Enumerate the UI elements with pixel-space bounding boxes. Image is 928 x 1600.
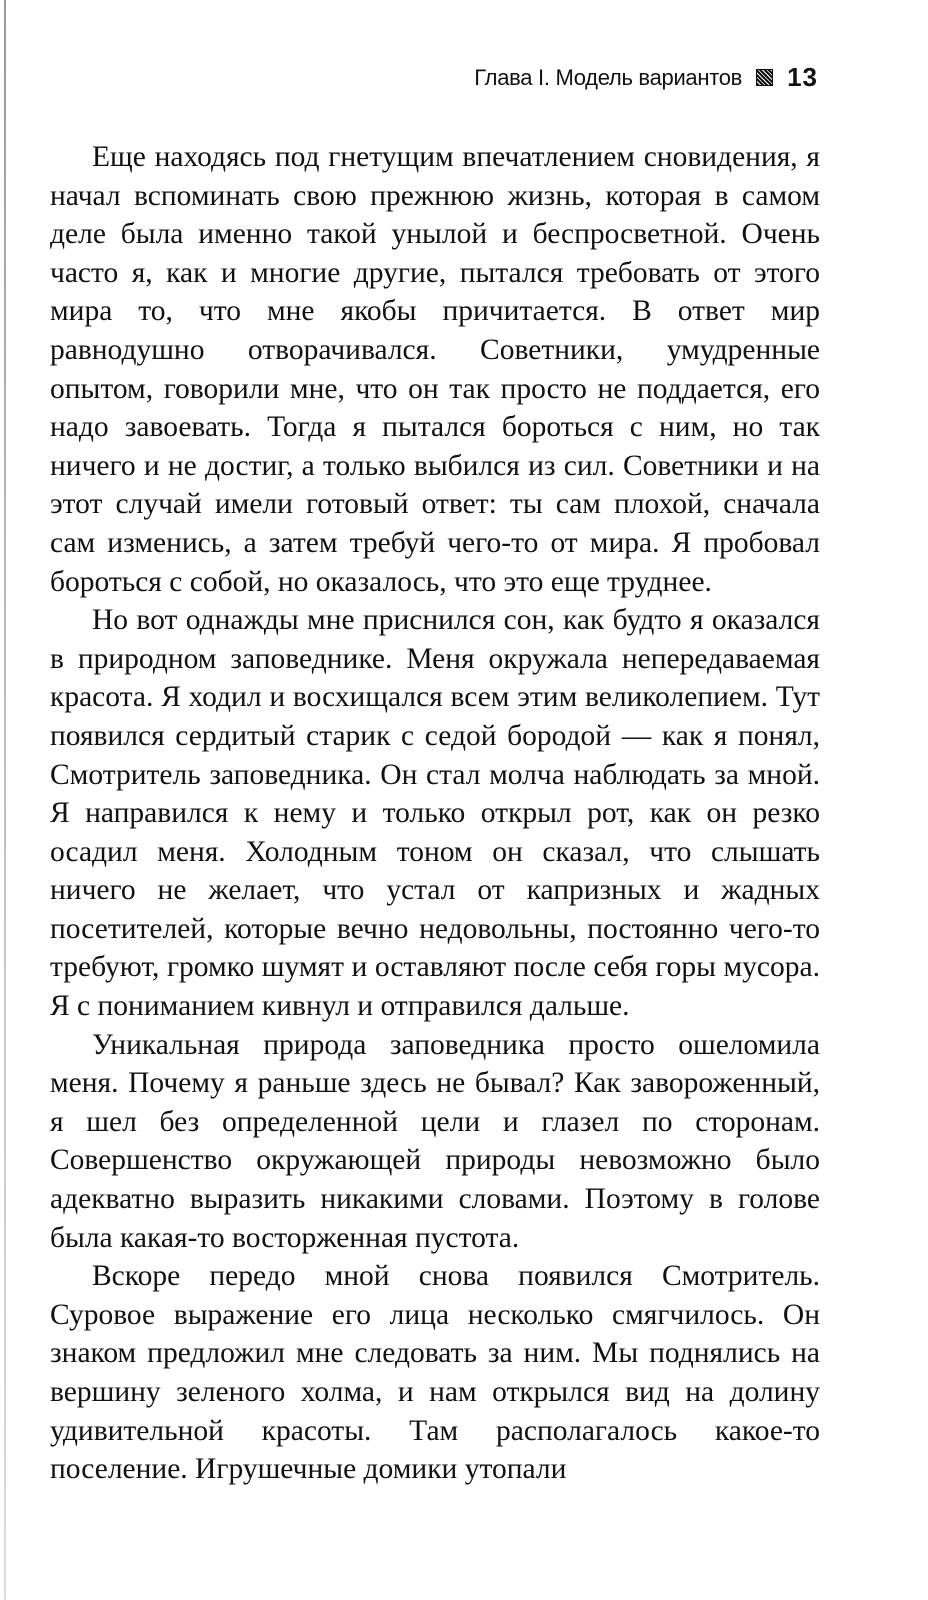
paragraph-3: Уникальная природа заповедника просто ошеломила меня. Почему я раньше здесь не бывал? Как завороженный, я шел без определенной цели и глазел по сторонам. Совершенство окружающей природы невозможно было адекватно выразить никакими словами. Поэтому в голове была какая-то восторженная пустота. bbox=[50, 1028, 820, 1254]
square-marker-icon bbox=[756, 69, 773, 86]
paragraph-1: Еще находясь под гнетущим впечатлением сновидения, я начал вспоминать свою прежнюю жизнь, которая в самом деле была именно такой унылой и беспросветной. Очень часто я, как и многие другие, пытался требовать от этого мира то, что мне якобы причитается. В ответ мир равнодушно отворачивался. Советники, умудренные опытом, говорили мне, что он так просто не поддается, его надо завоевать. Тогда я пытался бороться с ним, но так ничего и не достиг, а только выбился из сил. Советники и на этот случай имели готовый ответ: ты сам плохой, сначала сам изменись, а затем требуй чего-то от мира. Я пробовал бороться с собой, но оказалось, что это еще труднее. bbox=[50, 141, 820, 598]
paragraph-4: Вскоре передо мной снова появился Смотритель. Суровое выражение его лица несколько смягчилось. Он знаком предложил мне следовать за ним. Мы поднялись на вершину зеленого холма, и нам открылся вид на долину удивительной красоты. Там располагалось какое-то поселение. Игрушечные домики утопали bbox=[50, 1260, 820, 1486]
chapter-title: Глава I. Модель вариантов bbox=[474, 64, 743, 90]
running-head bbox=[474, 62, 818, 93]
paragraph-2: Но вот однажды мне приснился сон, как будто я оказался в природном заповеднике. Меня окружала непередаваемая красота. Я ходил и восхищался всем этим великолепием. Тут появился сердитый старик с седой бородой — как я понял, Смотритель заповедника. Он стал молча наблюдать за мной. Я направился к нему и только открыл рот, как он резко осадил меня. Холодным тоном он сказал, что слышать ничего не желает, что устал от капризных и жадных посетителей, которые вечно недовольны, постоянно чего-то требуют, громко шумят и оставляют после себя горы мусора. Я с пониманием кивнул и отправился дальше. bbox=[50, 604, 820, 1023]
body-text bbox=[50, 138, 820, 1489]
page-number: 13 bbox=[787, 62, 818, 92]
scan-edge-shadow bbox=[4, 0, 6, 1600]
